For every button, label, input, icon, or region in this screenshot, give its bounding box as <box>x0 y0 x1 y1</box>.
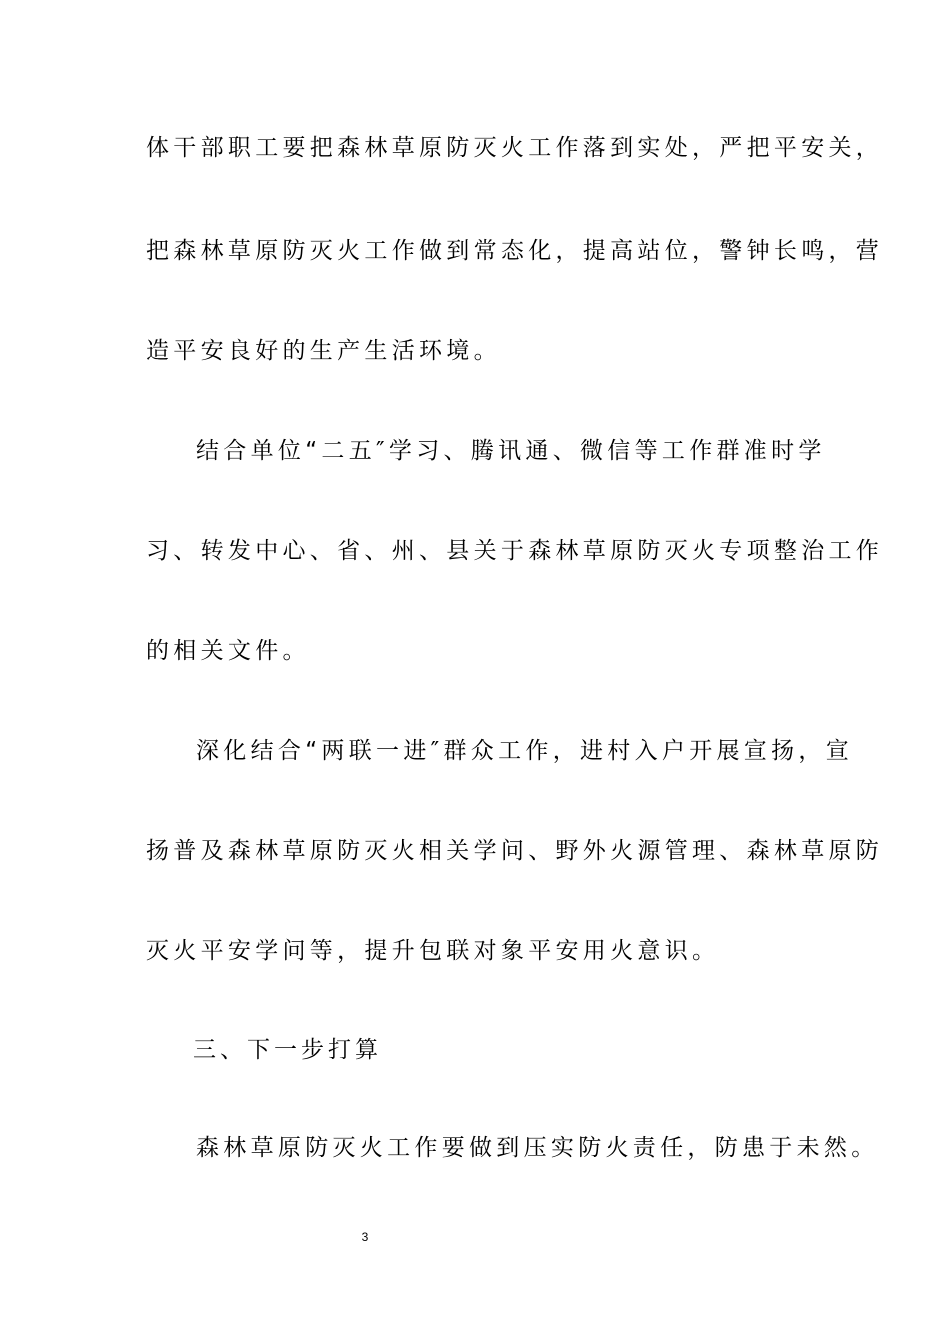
paragraph-1-line-2: 把森林草原防灭火工作做到常态化，提高站位，警钟长鸣，营 <box>146 238 884 264</box>
paragraph-3-line-3: 灭火平安学问等，提升包联对象平安用火意识。 <box>146 938 720 964</box>
paragraph-3-line-1: 深化结合“两联一进″群众工作，进村入户开展宣扬，宣 <box>196 738 854 764</box>
closing-paragraph: 森林草原防灭火工作要做到压实防火责任，防患于未然。 <box>196 1135 879 1161</box>
page-number: 3 <box>361 1230 369 1244</box>
paragraph-3-line-2: 扬普及森林草原防灭火相关学问、野外火源管理、森林草原防 <box>146 838 884 864</box>
paragraph-1-line-3: 造平安良好的生产生活环境。 <box>146 338 501 364</box>
paragraph-2-line-1: 结合单位“二五″学习、腾讯通、微信等工作群准时学 <box>196 438 826 464</box>
paragraph-1-line-1: 体干部职工要把森林草原防灭火工作落到实处，严把平安关， <box>146 135 884 161</box>
paragraph-2-line-3: 的相关文件。 <box>146 638 310 664</box>
paragraph-2-line-2: 习、转发中心、省、州、县关于森林草原防灭火专项整治工作 <box>146 538 884 564</box>
section-heading: 三、下一步打算 <box>193 1037 382 1063</box>
